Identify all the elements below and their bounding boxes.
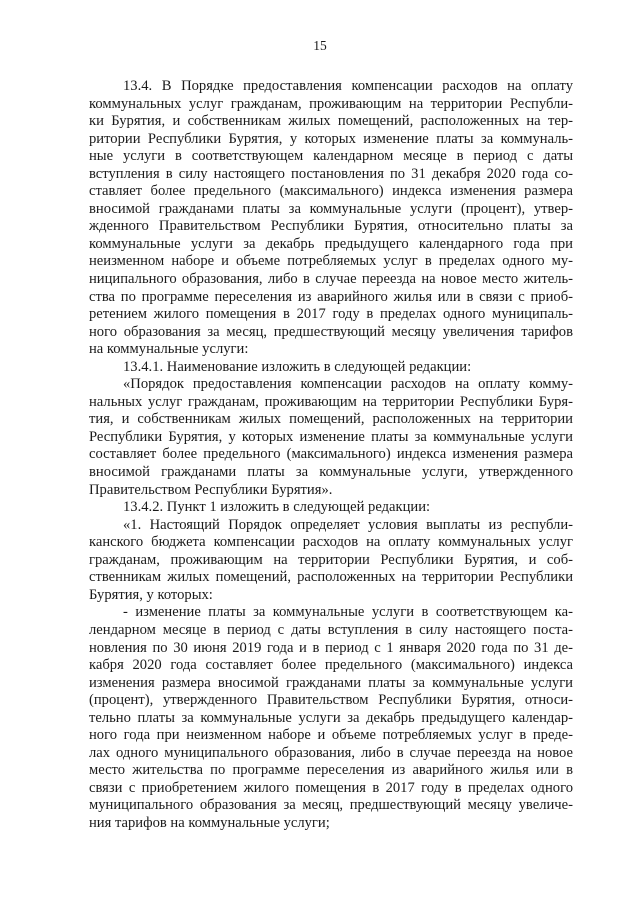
text-line: тельно платы за коммунальные услуги за декабрь предыдущего календар- bbox=[89, 709, 573, 726]
text-line: гражданам, проживающим на территории Республики Бурятия, и соб- bbox=[89, 551, 573, 568]
text-line: канского бюджета компенсации расходов на оплату коммунальных услуг bbox=[89, 534, 573, 551]
text-line: ния тарифов на коммунальные услуги; bbox=[89, 814, 330, 831]
text-line: место жительства по программе переселения из аварийного жилья или в bbox=[89, 762, 573, 779]
text-line: муниципального образования за месяц, предшествующий месяцу увеличе- bbox=[89, 797, 573, 814]
page-number: 15 bbox=[313, 38, 327, 53]
text-line: «1. Настоящий Порядок определяет условия выплаты из республи- bbox=[123, 516, 573, 533]
text-line: лендарном месяце в период с даты вступления в силу настоящего поста- bbox=[89, 621, 573, 638]
text-line: лах одного муниципального образования, либо в случае переезда на новое bbox=[89, 744, 573, 761]
text-line: ного образования за месяц, предшествующий месяцу увеличения тарифов bbox=[89, 323, 573, 340]
text-line: на коммунальные услуги: bbox=[89, 341, 249, 358]
text-line: вносимой гражданами платы за коммунальные услуги, утвержденного bbox=[89, 464, 573, 481]
text-line: Бурятия, у которых: bbox=[89, 586, 213, 603]
text-line: вносимой гражданами платы за коммунальные услуги (процент), утвер- bbox=[89, 200, 573, 217]
text-line: (процент), утвержденного Правительством Республики Бурятия, относи- bbox=[89, 692, 573, 709]
text-line: жденного Правительством Республики Бурятия, относительно платы за bbox=[89, 218, 573, 235]
text-line: Республики Бурятия, у которых изменение платы за коммунальные услуги bbox=[89, 428, 573, 445]
text-line: ритории Республики Бурятия, у которых изменение платы за коммуналь- bbox=[89, 130, 573, 147]
paragraph-quoted-title bbox=[89, 376, 573, 499]
text-line: «Порядок предоставления компенсации расходов на оплату комму- bbox=[123, 376, 573, 393]
text-line: ки Бурятия, и собственникам жилых помещений, расположенных на тер- bbox=[89, 113, 573, 130]
text-line: тия, и собственникам жилых помещений, расположенных на территории bbox=[89, 411, 573, 428]
text-line: коммунальные услуги за декабрь предыдущего календарного года при bbox=[89, 235, 573, 252]
text-line: ретением жилого помещения в 2017 году в пределах одного муниципаль- bbox=[89, 306, 573, 323]
text-line: неизменном наборе и объеме потребляемых услуг в пределах одного му- bbox=[89, 253, 573, 270]
document-body bbox=[89, 78, 573, 833]
text-line: ниципального образования, либо в случае переезда на новое место житель- bbox=[89, 271, 573, 288]
text-line: изменения размера вносимой гражданами платы за коммунальные услуги bbox=[89, 674, 573, 691]
text-line: ного года при неизменном наборе и объеме потребляемых услуг в преде- bbox=[89, 727, 573, 744]
text-line: ные услуги в соответствующем календарном месяце в период с даты bbox=[89, 148, 573, 165]
text-line: кабря 2020 года составляет более предельного (максимального) индекса bbox=[89, 657, 573, 674]
text-line: составляет более предельного (максимального) индекса изменения размера bbox=[89, 446, 573, 463]
paragraph-bullet-condition bbox=[89, 604, 573, 832]
text-line: коммунальных услуг гражданам, проживающим на территории Республи- bbox=[89, 95, 573, 112]
text-line: вступления в силу настоящего постановления по 31 декабря 2020 года со- bbox=[89, 165, 573, 182]
text-line: связи с приобретением жилого помещения в 2017 году в пределах одного bbox=[89, 779, 573, 796]
paragraph-13-4 bbox=[89, 78, 573, 359]
paragraph-13-4-2 bbox=[89, 499, 573, 517]
text-line: ставляет более предельного (максимального) индекса изменения размера bbox=[89, 183, 573, 200]
text-line: Правительством Республики Бурятия». bbox=[89, 481, 333, 498]
paragraph-13-4-1 bbox=[89, 359, 573, 377]
text-line: 13.4.1. Наименование изложить в следующей редакции: bbox=[123, 358, 472, 375]
text-line: ственникам жилых помещений, расположенных на территории Республики bbox=[89, 569, 573, 586]
paragraph-quoted-item-1 bbox=[89, 517, 573, 605]
text-line: 13.4.2. Пункт 1 изложить в следующей редакции: bbox=[123, 499, 431, 516]
text-line: новления по 30 июня 2019 года и в период с 1 января 2020 года по 31 де- bbox=[89, 639, 573, 656]
text-line: - изменение платы за коммунальные услуги в соответствующем ка- bbox=[123, 604, 573, 621]
text-line: 13.4. В Порядке предоставления компенсации расходов на оплату bbox=[123, 78, 573, 94]
text-line: нальных услуг гражданам, проживающим на территории Республики Буря- bbox=[89, 393, 573, 410]
text-line: ства по программе переселения из аварийного жилья или в связи с приоб- bbox=[89, 288, 573, 305]
